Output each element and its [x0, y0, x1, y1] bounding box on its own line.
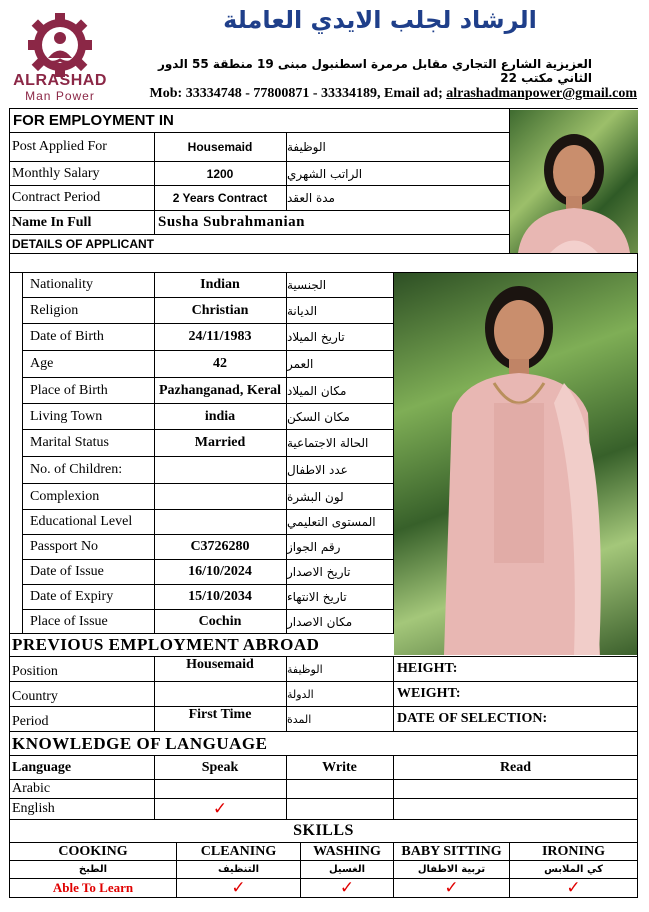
skill-name: CLEANING — [200, 843, 277, 859]
detail-value — [155, 457, 285, 483]
logo-name: ALRASHAD — [13, 72, 107, 89]
previous-label-ar: المدة — [287, 712, 312, 726]
contract-period-value: 2 Years Contract — [172, 191, 268, 205]
detail-label: No. of Children: — [30, 462, 123, 477]
language-header-write: Write — [322, 759, 357, 775]
post-applied-value: Housemaid — [187, 140, 253, 154]
detail-label: Living Town — [30, 408, 103, 424]
previous-value: First Time — [188, 707, 252, 722]
detail-label-ar: المستوى التعليمي — [287, 515, 376, 529]
contact-line — [110, 86, 637, 102]
company-title-ar: الرشاد لجلب الايدي العاملة — [223, 6, 537, 34]
detail-label-ar: مكان السكن — [287, 409, 350, 424]
post-applied-label-ar: الوظيفة — [287, 140, 326, 154]
detail-value — [155, 510, 285, 534]
detail-value: india — [204, 408, 236, 424]
contract-period-label: Contract Period — [12, 190, 101, 205]
detail-value: Indian — [200, 277, 240, 292]
skills-section-title: SKILLS — [293, 822, 354, 839]
detail-label-ar: عدد الاطفال — [287, 463, 348, 477]
detail-value: 15/10/2034 — [188, 589, 252, 604]
detail-label: Date of Issue — [30, 564, 104, 579]
logo-gear-icon — [10, 10, 110, 80]
previous-label-ar: الوظيفة — [287, 662, 323, 676]
skill-name-ar: تربية الاطفال — [417, 864, 486, 875]
details-section-title: DETAILS OF APPLICANT — [12, 237, 154, 251]
company-logo — [10, 10, 110, 102]
monthly-salary-label-ar: الراتب الشهري — [287, 166, 363, 181]
detail-value: Christian — [191, 302, 249, 318]
skill-name: WASHING — [313, 843, 381, 859]
skill-name: BABY SITTING — [401, 843, 502, 859]
detail-label-ar: تاريخ الانتهاء — [287, 590, 347, 604]
english-read-check — [394, 799, 637, 819]
detail-label-ar: رقم الجواز — [287, 540, 341, 554]
language-header-read: Read — [499, 759, 532, 775]
detail-label: Complexion — [30, 488, 100, 504]
skill-value: ✓ — [339, 879, 355, 897]
english-write-check — [287, 799, 392, 819]
full-name-value: Susha Subrahmanian — [158, 214, 305, 230]
arabic-write-check — [287, 780, 392, 798]
contact-email[interactable]: alrashadmanpower@gmail.com — [446, 86, 637, 101]
skill-name-ar: الغسيل — [329, 864, 366, 875]
detail-value: Pazhanganad, Keral — [158, 382, 282, 398]
detail-value: Married — [194, 435, 246, 450]
previous-label: Period — [12, 714, 49, 729]
detail-label-ar: الديانة — [287, 303, 318, 318]
language-header-language: Language — [12, 759, 72, 775]
skill-name-ar: كي الملابس — [544, 864, 603, 875]
full-name-label: Name In Full — [12, 214, 92, 230]
skill-value: ✓ — [231, 879, 246, 897]
previous-label: Country — [12, 689, 58, 704]
language-header-speak: Speak — [201, 759, 239, 775]
skill-name: IRONING — [541, 843, 605, 859]
language-section-title: KNOWLEDGE OF LANGUAGE — [12, 733, 268, 753]
company-address-ar: العزيزية الشارع التجاري مقابل مرمرة اسطنبول مبنى 19 منطقة 55 الدور الثاني مكتب 22 — [157, 57, 592, 85]
detail-value: 16/10/2024 — [188, 564, 252, 579]
previous-employment-title: PREVIOUS EMPLOYMENT ABROAD — [12, 635, 320, 654]
detail-label: Age — [30, 356, 54, 371]
detail-label: Passport No — [30, 539, 99, 554]
previous-right-label: HEIGHT: — [397, 661, 458, 676]
contract-period-label-ar: مدة العقد — [287, 191, 335, 205]
skill-value: ✓ — [444, 879, 459, 897]
detail-label: Place of Birth — [30, 382, 108, 398]
full-body-photo — [394, 273, 638, 655]
previous-right-label: DATE OF SELECTION: — [397, 711, 548, 726]
detail-label-ar: لون البشرة — [287, 489, 344, 504]
detail-value — [155, 484, 285, 509]
detail-value: Cochin — [198, 613, 242, 629]
skill-value: Able To Learn — [52, 880, 134, 895]
skill-name-ar: التنظيف — [217, 864, 260, 875]
detail-label-ar: تاريخ الميلاد — [287, 330, 345, 344]
detail-label-ar: مكان الميلاد — [287, 383, 347, 398]
arabic-read-check — [394, 780, 637, 798]
skill-name-ar: الطبخ — [78, 864, 108, 875]
skill-value: ✓ — [566, 879, 581, 897]
previous-value — [155, 682, 285, 706]
post-applied-label: Post Applied For — [12, 139, 107, 154]
detail-label-ar: الحالة الاجتماعية — [287, 436, 369, 450]
detail-label: Marital Status — [30, 435, 109, 450]
previous-label-ar: الدولة — [287, 687, 314, 701]
language-row-arabic: Arabic — [12, 781, 51, 796]
detail-label-ar: الجنسية — [287, 278, 327, 292]
detail-label-ar: تاريخ الاصدار — [287, 565, 351, 579]
contact-numbers: Mob: 33334748 - 77800871 - 33334189, Email ad; — [149, 86, 447, 101]
arabic-speak-check — [155, 780, 285, 798]
english-speak-check: ✓ — [212, 799, 228, 819]
previous-value: Housemaid — [186, 657, 254, 672]
detail-label: Educational Level — [30, 514, 133, 529]
monthly-salary-label: Monthly Salary — [12, 165, 100, 181]
previous-right-label: WEIGHT: — [397, 686, 461, 701]
detail-value: 42 — [213, 356, 227, 371]
detail-label-ar: العمر — [287, 357, 314, 371]
detail-label: Date of Expiry — [30, 589, 114, 604]
applicant-portrait-icon — [510, 110, 638, 253]
detail-label: Date of Birth — [30, 329, 104, 344]
detail-label: Place of Issue — [30, 613, 108, 629]
detail-label-ar: مكان الاصدار — [287, 614, 353, 629]
previous-label: Position — [12, 664, 58, 679]
skill-name: COOKING — [58, 843, 128, 859]
detail-value: 24/11/1983 — [188, 329, 252, 344]
detail-label: Religion — [30, 302, 79, 318]
employment-section-title: FOR EMPLOYMENT IN — [13, 112, 174, 129]
detail-value: C3726280 — [190, 539, 250, 554]
applicant-full-portrait-icon — [394, 273, 638, 655]
detail-label: Nationality — [30, 277, 93, 292]
logo-subtitle: Man Power — [25, 89, 95, 103]
language-row-english: English — [12, 801, 55, 816]
passport-photo — [510, 110, 638, 253]
monthly-salary-value: 1200 — [206, 166, 234, 181]
